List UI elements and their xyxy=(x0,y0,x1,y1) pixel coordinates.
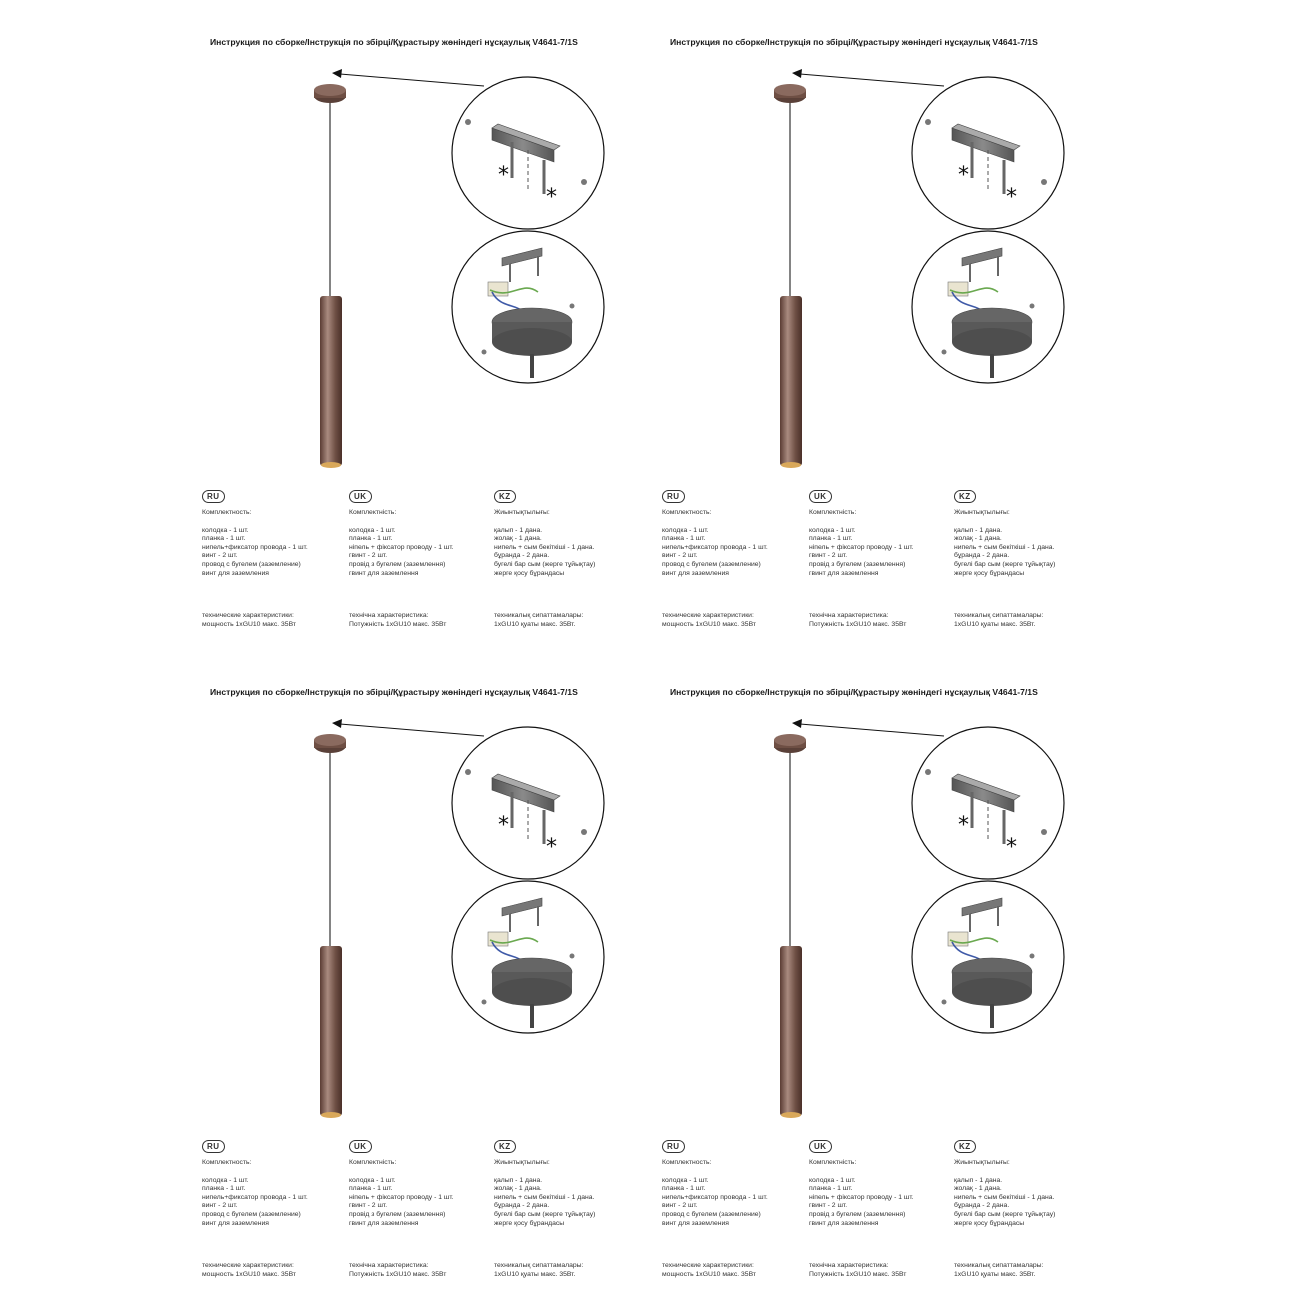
kit-item: жолақ - 1 дана. xyxy=(954,1185,1002,1193)
tech-title: технические характеристики: xyxy=(202,1262,294,1269)
kit-title: Жиынтықтылығы: xyxy=(494,509,550,516)
language-badge: KZ xyxy=(494,490,516,503)
tech-title: технические характеристики: xyxy=(662,1262,754,1269)
kit-item: планка - 1 шт. xyxy=(809,1185,853,1193)
tech-title: техникалық сипаттамалары: xyxy=(954,1262,1044,1269)
kit-items xyxy=(202,527,352,579)
kit-item: нипель+фиксатор провода - 1 шт. xyxy=(202,543,308,551)
kit-title: Комплектність: xyxy=(809,509,857,516)
kit-item: колодка - 1 шт. xyxy=(809,526,856,534)
kit-item: гвинт для заземлення xyxy=(349,1219,419,1227)
assembly-illustration xyxy=(652,650,1112,1130)
kit-item: жолақ - 1 дана. xyxy=(494,1185,542,1193)
kit-item: винт для заземления xyxy=(202,569,269,577)
language-badge: KZ xyxy=(954,1140,976,1153)
tech-value: Потужність 1xGU10 макс. 35Вт xyxy=(809,620,907,628)
assembly-illustration xyxy=(192,650,652,1130)
kit-column-uk xyxy=(349,1140,499,1278)
kit-item: бугелі бар сым (жерге тұйықтау) xyxy=(954,560,1056,568)
kit-column-ru xyxy=(202,1140,352,1278)
kit-item: бугелі бар сым (жерге тұйықтау) xyxy=(954,1210,1056,1218)
kit-item: колодка - 1 шт. xyxy=(349,526,396,534)
kit-items xyxy=(202,1177,352,1229)
kit-item: винт - 2 шт. xyxy=(662,1202,698,1210)
kit-column-ru xyxy=(662,490,812,628)
kit-item: планка - 1 шт. xyxy=(662,535,706,543)
kit-item: планка - 1 шт. xyxy=(662,1185,706,1193)
kit-item: винт - 2 шт. xyxy=(662,552,698,560)
kit-item: бұранда - 2 дана. xyxy=(494,552,550,560)
tech-value: Потужність 1xGU10 макс. 35Вт xyxy=(349,1270,447,1278)
kit-item: жерге қосу бұрандасы xyxy=(494,1219,565,1227)
kit-items xyxy=(809,1177,959,1229)
asterisk-icon: * xyxy=(1006,835,1017,860)
asterisk-icon: * xyxy=(498,813,509,838)
lamp-glow xyxy=(321,462,341,468)
tech-specs xyxy=(494,1262,583,1279)
kit-item: нипель+фиксатор провода - 1 шт. xyxy=(662,1193,768,1201)
tech-value: мощность 1xGU10 макс. 35Вт xyxy=(202,620,297,628)
kit-item: қалып - 1 дана. xyxy=(954,1176,1003,1184)
kit-column-kz xyxy=(954,1140,1104,1278)
kit-items xyxy=(494,527,644,579)
language-badge: UK xyxy=(349,490,372,503)
lamp-tube xyxy=(780,296,802,466)
kit-item: планка - 1 шт. xyxy=(202,1185,246,1193)
tech-specs xyxy=(349,1262,446,1279)
kit-items xyxy=(349,527,499,579)
kit-item: гвинт - 2 шт. xyxy=(349,1202,388,1210)
kit-title: Комплектность: xyxy=(202,1159,252,1166)
language-badge: RU xyxy=(202,490,225,503)
kit-item: колодка - 1 шт. xyxy=(662,526,709,534)
kit-item: қалып - 1 дана. xyxy=(494,1176,543,1184)
kit-item: винт для заземления xyxy=(202,1219,269,1227)
page-title: Инструкция по сборке/Інструкція по збірці/Құрастыру жөніндегі нұсқаулық V4641-7/1S xyxy=(670,37,1038,47)
asterisk-icon: * xyxy=(498,163,509,188)
kit-item: жолақ - 1 дана. xyxy=(954,535,1002,543)
language-badge: UK xyxy=(809,490,832,503)
kit-item: провод с бугелем (заземление) xyxy=(662,560,761,568)
tech-specs xyxy=(954,1262,1043,1279)
tech-value: Потужність 1xGU10 макс. 35Вт xyxy=(809,1270,907,1278)
kit-item: планка - 1 шт. xyxy=(809,535,853,543)
kit-items xyxy=(954,527,1104,579)
kit-column-ru xyxy=(662,1140,812,1278)
tech-title: технічна характеристика: xyxy=(349,612,429,619)
kit-item: колодка - 1 шт. xyxy=(202,526,249,534)
kit-item: нипель+фиксатор провода - 1 шт. xyxy=(662,543,768,551)
tech-value: мощность 1xGU10 макс. 35Вт xyxy=(662,620,757,628)
language-badge: RU xyxy=(662,490,685,503)
kit-items xyxy=(662,527,812,579)
lamp-glow xyxy=(321,1112,341,1118)
tech-specs xyxy=(809,612,906,629)
kit-item: ніпель + фіксатор проводу - 1 шт. xyxy=(349,543,454,551)
kit-column-ru xyxy=(202,490,352,628)
kit-item: планка - 1 шт. xyxy=(349,1185,393,1193)
kit-item: гвинт для заземлення xyxy=(809,569,879,577)
kit-item: гвинт - 2 шт. xyxy=(809,1202,848,1210)
kit-item: ніпель + фіксатор проводу - 1 шт. xyxy=(809,543,914,551)
instruction-panel xyxy=(192,650,652,1300)
tech-title: технические характеристики: xyxy=(662,612,754,619)
tech-title: технічна характеристика: xyxy=(809,612,889,619)
kit-item: бұранда - 2 дана. xyxy=(954,1202,1010,1210)
tech-title: технические характеристики: xyxy=(202,612,294,619)
lamp-glow xyxy=(781,462,801,468)
language-badge: KZ xyxy=(954,490,976,503)
tech-title: технічна характеристика: xyxy=(809,1262,889,1269)
tech-value: 1xGU10 қуаты макс. 35Вт. xyxy=(954,1270,1036,1278)
kit-item: провод с бугелем (заземление) xyxy=(202,560,301,568)
tech-specs xyxy=(202,1262,296,1279)
kit-item: гвинт для заземлення xyxy=(349,569,419,577)
language-badge: UK xyxy=(349,1140,372,1153)
kit-item: қалып - 1 дана. xyxy=(954,526,1003,534)
tech-value: мощность 1xGU10 макс. 35Вт xyxy=(202,1270,297,1278)
instruction-panel xyxy=(192,0,652,650)
language-badge: RU xyxy=(662,1140,685,1153)
kit-item: колодка - 1 шт. xyxy=(809,1176,856,1184)
kit-item: планка - 1 шт. xyxy=(349,535,393,543)
lamp-tube xyxy=(320,946,342,1116)
assembly-illustration xyxy=(652,0,1112,480)
tech-specs xyxy=(809,1262,906,1279)
kit-column-kz xyxy=(494,1140,644,1278)
kit-item: провід з бугелем (заземлення) xyxy=(809,560,906,568)
arrow-left-icon xyxy=(800,724,944,736)
tech-specs xyxy=(349,612,446,629)
tech-value: 1xGU10 қуаты макс. 35Вт. xyxy=(494,1270,576,1278)
kit-title: Комплектность: xyxy=(662,1159,712,1166)
kit-item: ніпель + фіксатор проводу - 1 шт. xyxy=(809,1193,914,1201)
kit-column-kz xyxy=(494,490,644,628)
kit-items xyxy=(494,1177,644,1229)
kit-item: бугелі бар сым (жерге тұйықтау) xyxy=(494,560,596,568)
tech-specs xyxy=(662,612,756,629)
kit-item: винт - 2 шт. xyxy=(202,1202,238,1210)
kit-item: провід з бугелем (заземлення) xyxy=(349,560,446,568)
asterisk-icon: * xyxy=(958,813,969,838)
asterisk-icon: * xyxy=(546,835,557,860)
language-badge: UK xyxy=(809,1140,832,1153)
kit-item: нипель + сым бекіткіші - 1 дана. xyxy=(954,1193,1055,1201)
lamp-tube xyxy=(780,946,802,1116)
instruction-panel xyxy=(652,650,1112,1300)
kit-item: планка - 1 шт. xyxy=(202,535,246,543)
kit-item: жолақ - 1 дана. xyxy=(494,535,542,543)
lamp-glow xyxy=(781,1112,801,1118)
language-badge: RU xyxy=(202,1140,225,1153)
asterisk-icon: * xyxy=(1006,185,1017,210)
kit-title: Жиынтықтылығы: xyxy=(494,1159,550,1166)
page-title: Инструкция по сборке/Інструкція по збірці/Құрастыру жөніндегі нұсқаулық V4641-7/1S xyxy=(670,687,1038,697)
tech-value: Потужність 1xGU10 макс. 35Вт xyxy=(349,620,447,628)
kit-title: Комплектність: xyxy=(349,1159,397,1166)
tech-title: техникалық сипаттамалары: xyxy=(494,1262,584,1269)
lamp-tube xyxy=(320,296,342,466)
tech-specs xyxy=(202,612,296,629)
kit-item: колодка - 1 шт. xyxy=(349,1176,396,1184)
kit-title: Жиынтықтылығы: xyxy=(954,509,1010,516)
kit-item: винт - 2 шт. xyxy=(202,552,238,560)
assembly-illustration xyxy=(192,0,652,480)
kit-items xyxy=(662,1177,812,1229)
kit-item: гвинт - 2 шт. xyxy=(809,552,848,560)
page-title: Инструкция по сборке/Інструкція по збірці/Құрастыру жөніндегі нұсқаулық V4641-7/1S xyxy=(210,687,578,697)
kit-item: бұранда - 2 дана. xyxy=(954,552,1010,560)
kit-items xyxy=(954,1177,1104,1229)
kit-item: колодка - 1 шт. xyxy=(202,1176,249,1184)
language-badge: KZ xyxy=(494,1140,516,1153)
tech-title: техникалық сипаттамалары: xyxy=(494,612,584,619)
kit-column-uk xyxy=(809,1140,959,1278)
arrow-left-icon xyxy=(340,74,484,86)
tech-specs xyxy=(494,612,583,629)
kit-item: нипель + сым бекіткіші - 1 дана. xyxy=(954,543,1055,551)
kit-item: винт для заземления xyxy=(662,1219,729,1227)
kit-item: жерге қосу бұрандасы xyxy=(494,569,565,577)
kit-column-kz xyxy=(954,490,1104,628)
kit-items xyxy=(809,527,959,579)
kit-item: провод с бугелем (заземление) xyxy=(662,1210,761,1218)
kit-title: Жиынтықтылығы: xyxy=(954,1159,1010,1166)
tech-value: мощность 1xGU10 макс. 35Вт xyxy=(662,1270,757,1278)
kit-item: провод с бугелем (заземление) xyxy=(202,1210,301,1218)
arrow-left-icon xyxy=(340,724,484,736)
kit-item: колодка - 1 шт. xyxy=(662,1176,709,1184)
kit-title: Комплектность: xyxy=(662,509,712,516)
asterisk-icon: * xyxy=(546,185,557,210)
kit-title: Комплектність: xyxy=(349,509,397,516)
tech-specs xyxy=(954,612,1043,629)
kit-item: бугелі бар сым (жерге тұйықтау) xyxy=(494,1210,596,1218)
tech-value: 1xGU10 қуаты макс. 35Вт. xyxy=(954,620,1036,628)
tech-title: технічна характеристика: xyxy=(349,1262,429,1269)
kit-title: Комплектность: xyxy=(202,509,252,516)
instruction-panel xyxy=(652,0,1112,650)
asterisk-icon: * xyxy=(958,163,969,188)
page-title: Инструкция по сборке/Інструкція по збірці/Құрастыру жөніндегі нұсқаулық V4641-7/1S xyxy=(210,37,578,47)
kit-item: нипель+фиксатор провода - 1 шт. xyxy=(202,1193,308,1201)
kit-item: гвинт - 2 шт. xyxy=(349,552,388,560)
kit-item: қалып - 1 дана. xyxy=(494,526,543,534)
kit-item: винт для заземления xyxy=(662,569,729,577)
kit-column-uk xyxy=(349,490,499,628)
kit-item: нипель + сым бекіткіші - 1 дана. xyxy=(494,543,595,551)
tech-specs xyxy=(662,1262,756,1279)
kit-item: гвинт для заземлення xyxy=(809,1219,879,1227)
kit-column-uk xyxy=(809,490,959,628)
kit-item: бұранда - 2 дана. xyxy=(494,1202,550,1210)
kit-item: жерге қосу бұрандасы xyxy=(954,569,1025,577)
kit-title: Комплектність: xyxy=(809,1159,857,1166)
kit-item: ніпель + фіксатор проводу - 1 шт. xyxy=(349,1193,454,1201)
kit-item: жерге қосу бұрандасы xyxy=(954,1219,1025,1227)
kit-item: нипель + сым бекіткіші - 1 дана. xyxy=(494,1193,595,1201)
arrow-left-icon xyxy=(800,74,944,86)
tech-value: 1xGU10 қуаты макс. 35Вт. xyxy=(494,620,576,628)
tech-title: техникалық сипаттамалары: xyxy=(954,612,1044,619)
kit-item: провід з бугелем (заземлення) xyxy=(809,1210,906,1218)
kit-item: провід з бугелем (заземлення) xyxy=(349,1210,446,1218)
kit-items xyxy=(349,1177,499,1229)
